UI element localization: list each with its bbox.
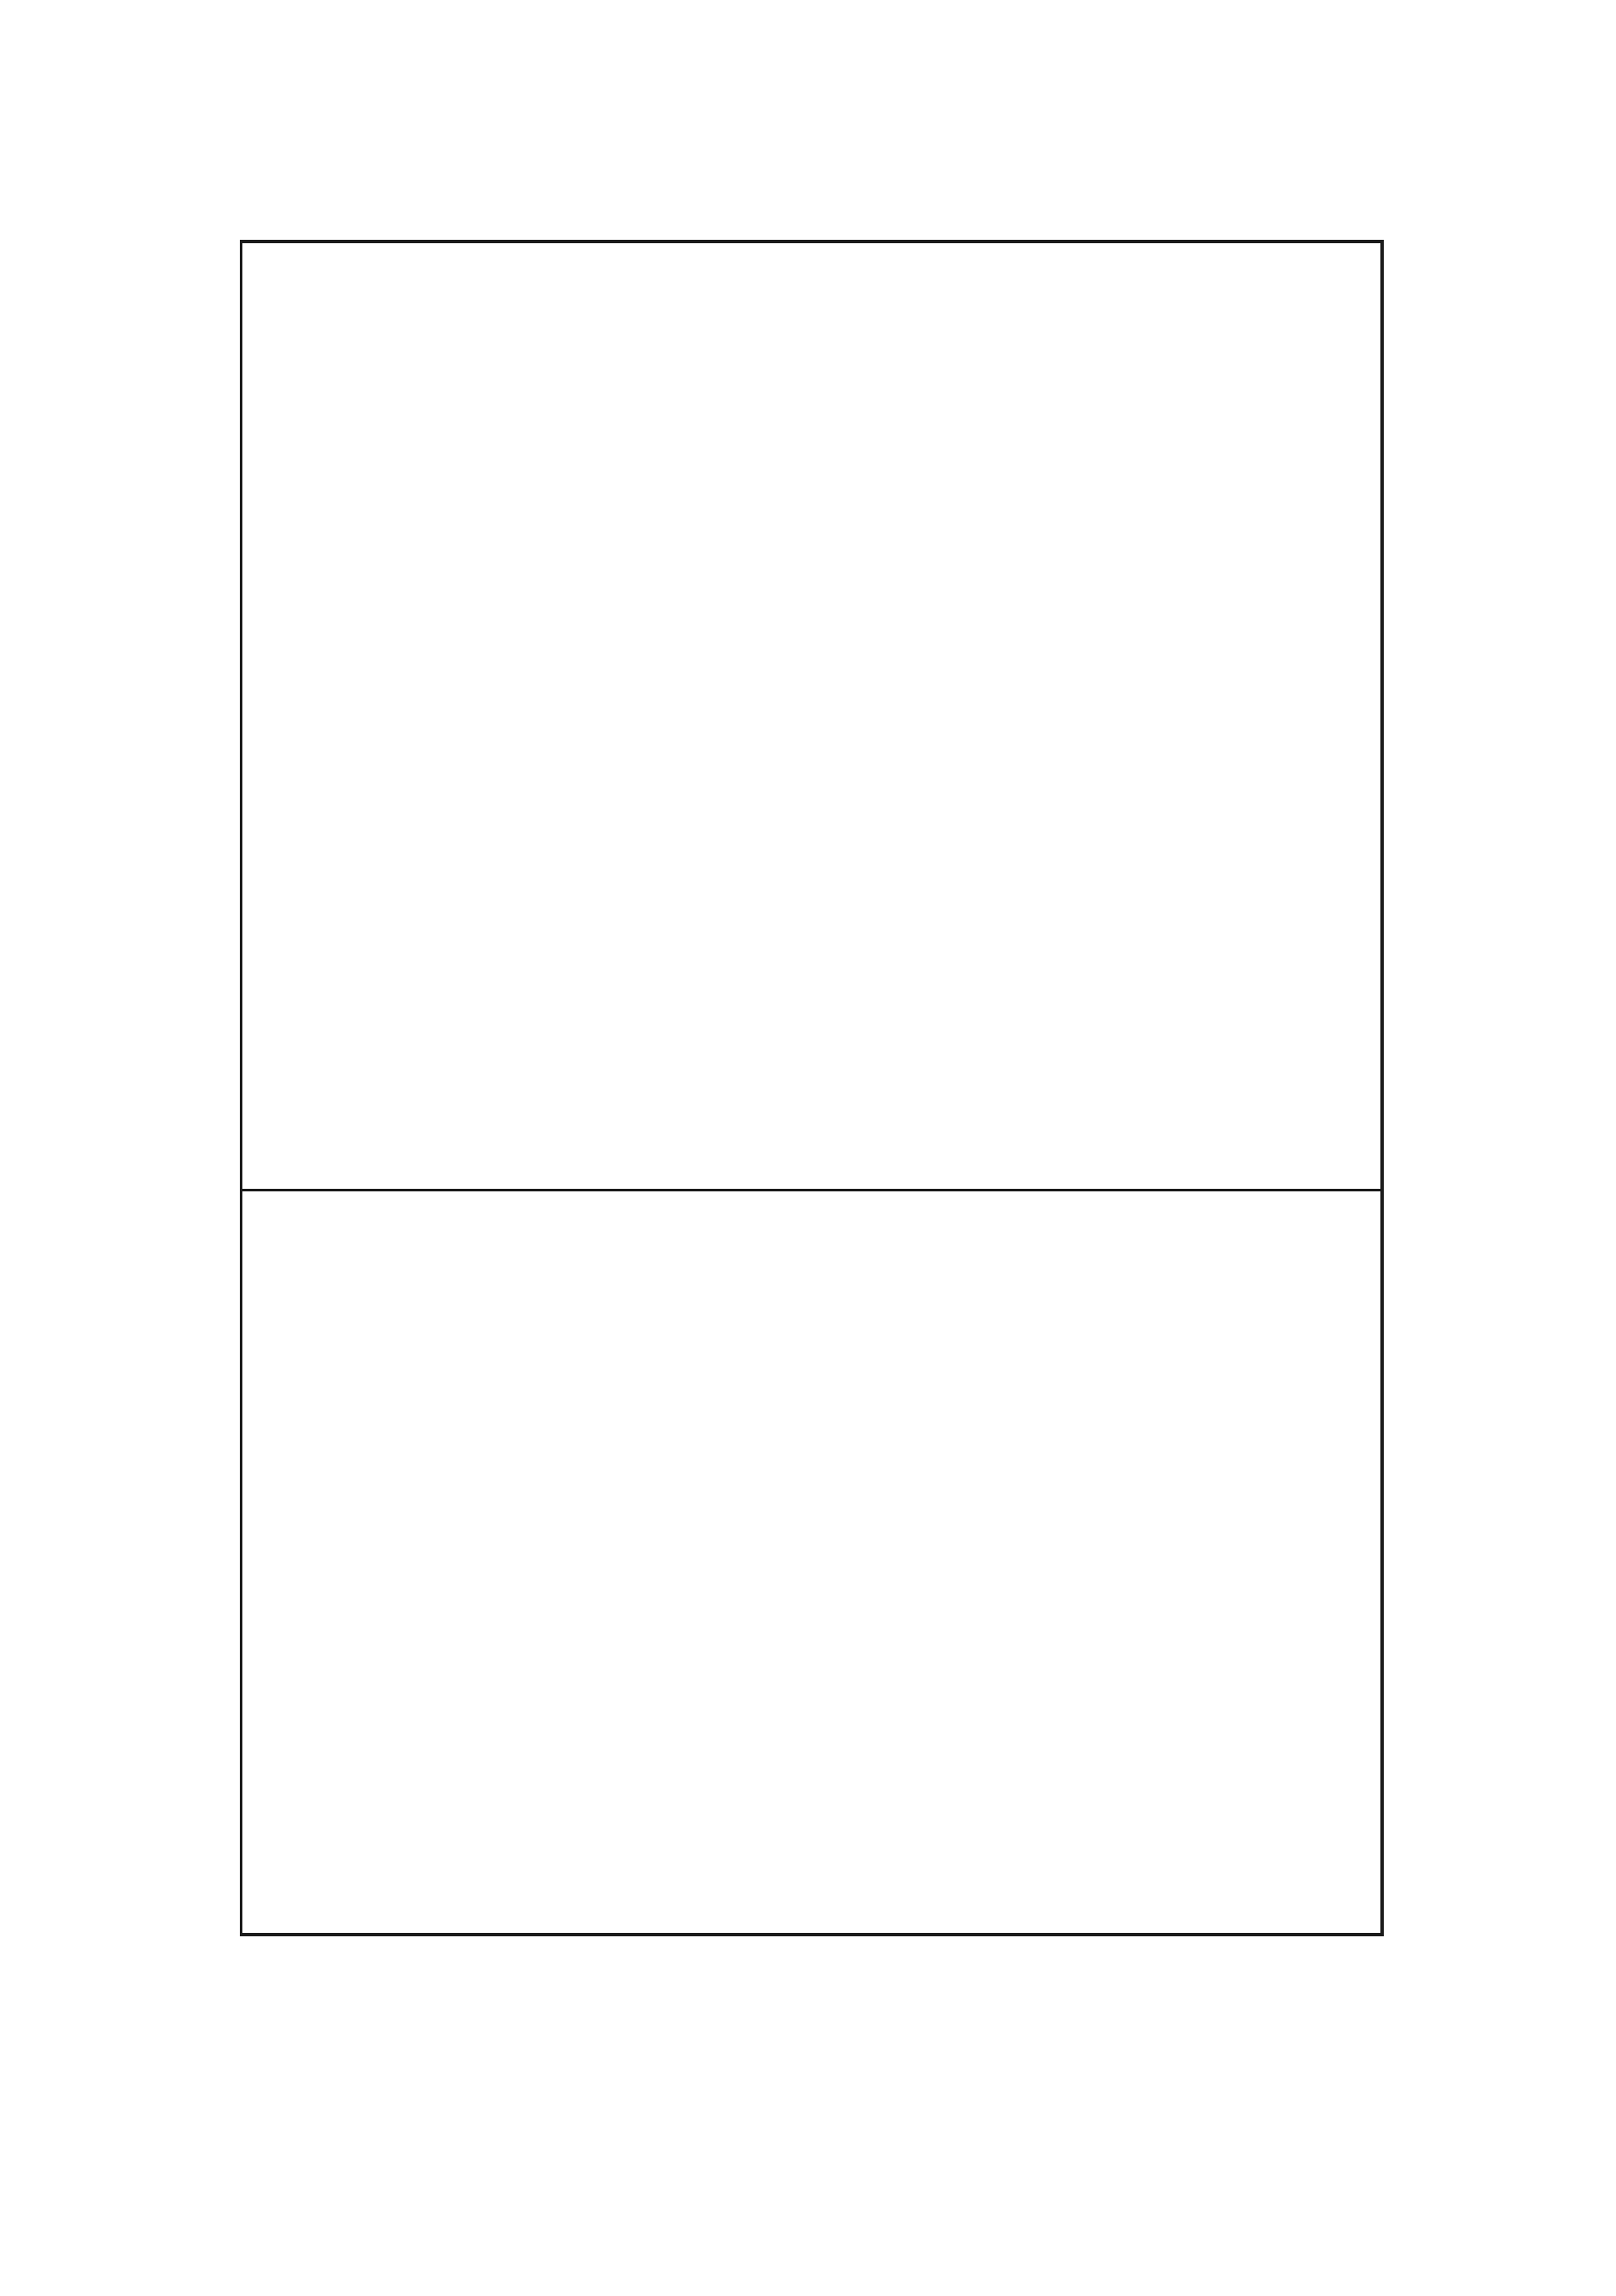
section-divider <box>240 1189 1384 1191</box>
page-frame <box>240 240 1384 1936</box>
